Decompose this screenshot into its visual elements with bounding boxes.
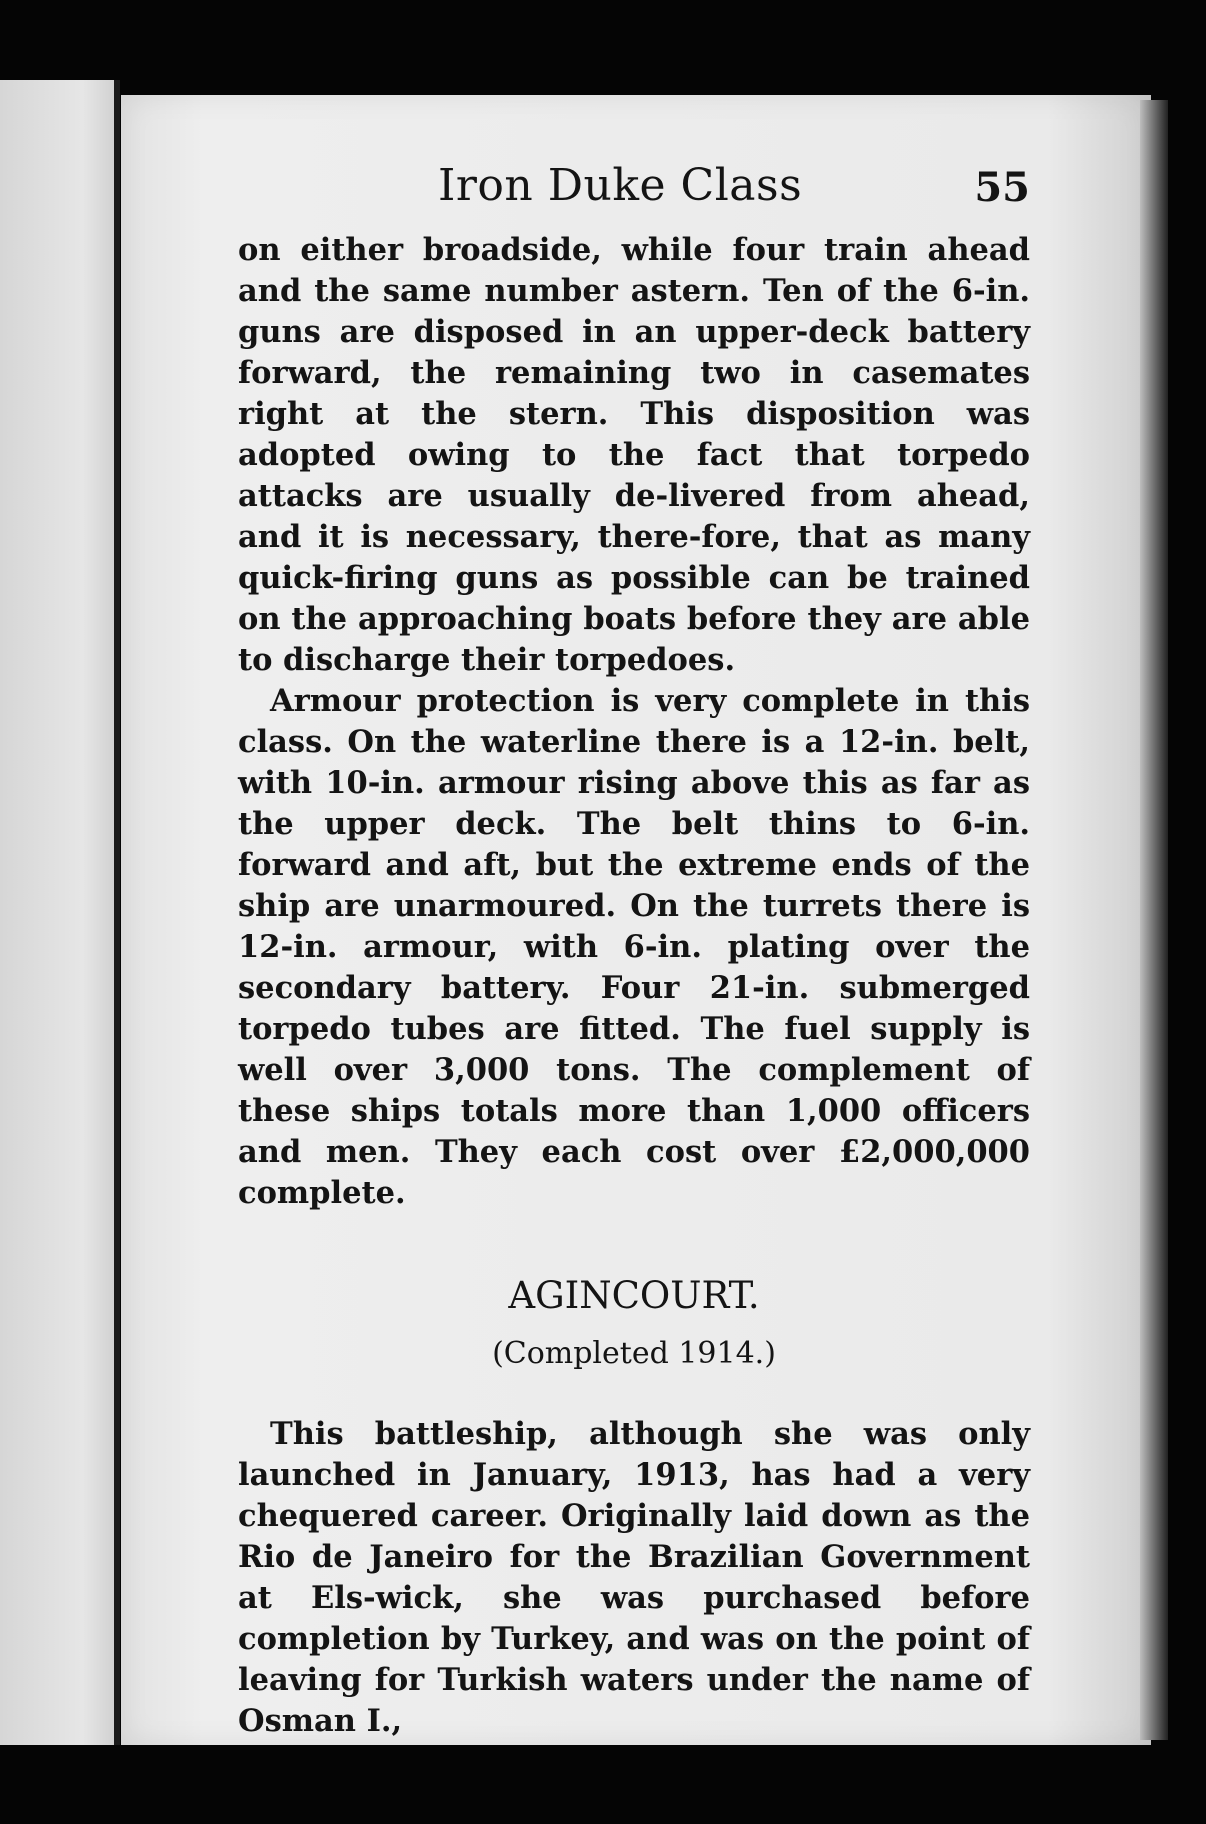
running-title: Iron Duke Class <box>438 160 803 211</box>
running-head <box>238 150 1030 230</box>
book-spine <box>114 80 120 1745</box>
paragraph-armour: Armour protection is very complete in this class. On the waterline there is a 12-in. belt, with 10-in. armour rising above this as far as the upper deck. The belt thins to 6-in. forward and aft, but the extreme ends of the ship are unarmoured. On the turrets there is 12-in. armour, with 6-in. plating over the secondary battery. Four 21-in. submerged torpedo tubes are fitted. The fuel supply is well over 3,000 tons. The complement of these ships totals more than 1,000 officers and men. They each cost over £2,000,000 complete. <box>238 683 1030 1211</box>
page-text <box>238 150 1030 1742</box>
paragraph-agincourt: This battleship, although she was only launched in January, 1913, has had a very chequered career. Originally laid down as the Rio de Janeiro for the Brazilian Government at Els-wick, she was purchased before completion by Turkey, and was on the point of leaving for Turkish waters under the name of Osman I., <box>238 1416 1030 1739</box>
page-edge-shadow <box>1140 100 1168 1740</box>
section-subheading: (Completed 1914.) <box>492 1336 776 1371</box>
section-heading: AGINCOURT. <box>508 1274 760 1317</box>
facing-page-edge <box>0 80 118 1745</box>
paragraph-armament: on either broadside, while four train ahead and the same number astern. Ten of the 6-in. guns are disposed in an upper-deck battery forward, the remaining two in casemates right at the stern. This disposition was adopted owing to the fact that torpedo attacks are usually de-livered from ahead, and it is necessary, there-fore, that as many quick-firing guns as possible can be trained on the approaching boats before they are able to discharge their torpedoes. <box>238 232 1030 678</box>
page-number: 55 <box>974 164 1030 211</box>
